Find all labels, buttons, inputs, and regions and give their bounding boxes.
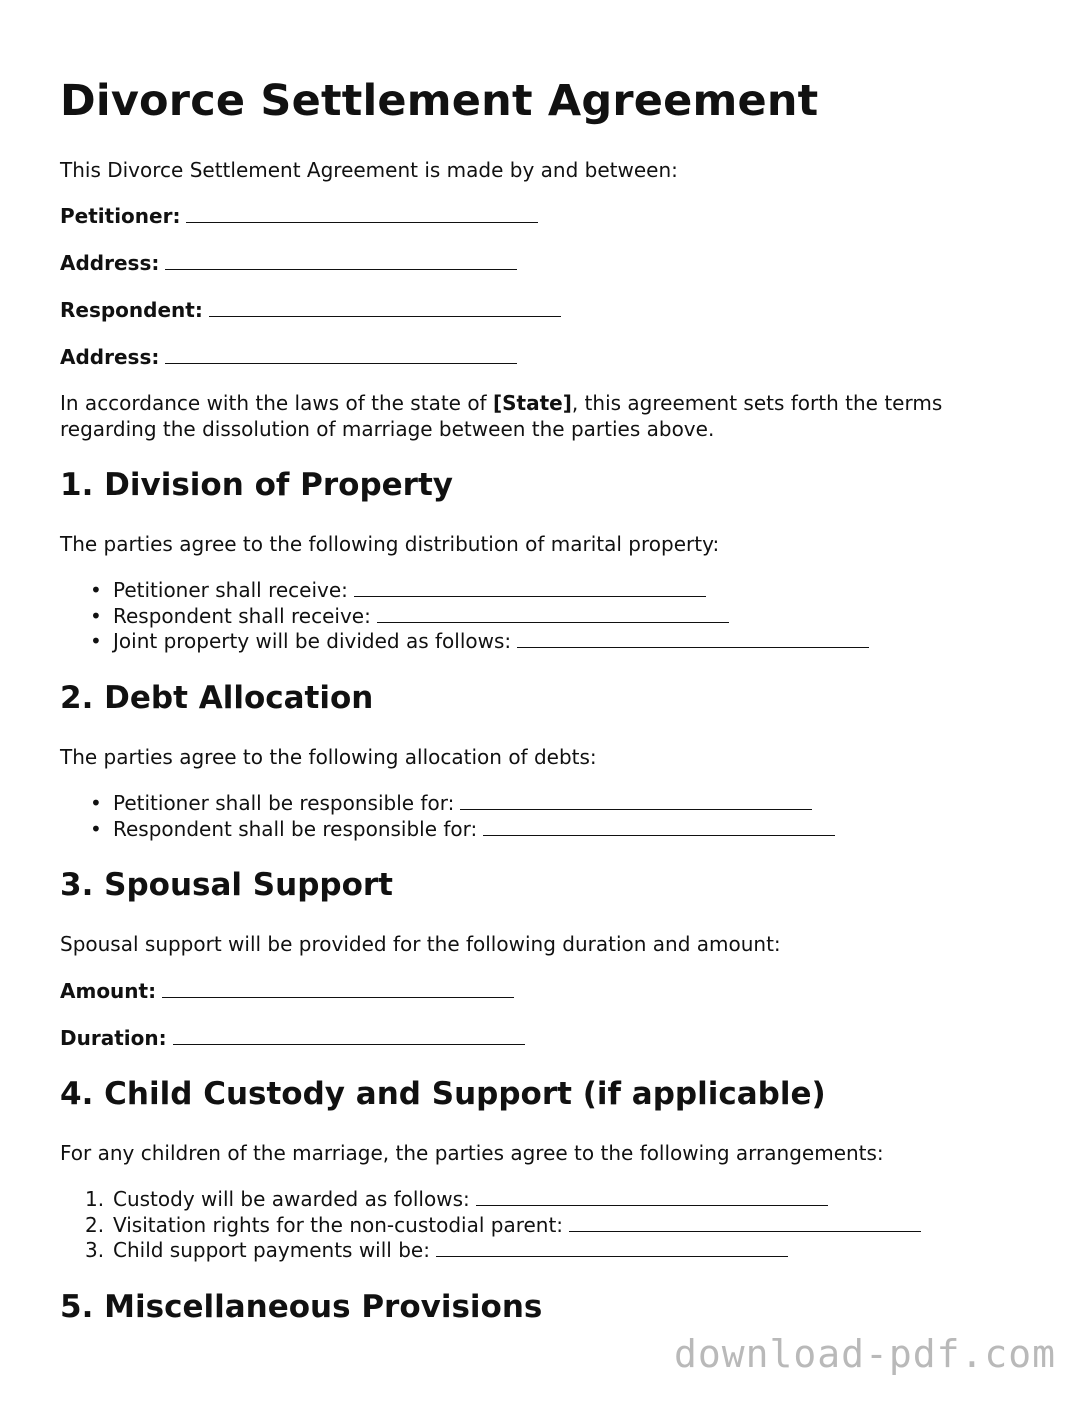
debt-list xyxy=(60,791,835,842)
list-item xyxy=(60,1187,921,1213)
list-item xyxy=(60,791,835,817)
property-intro: The parties agree to the following distribution of marital property: xyxy=(60,532,720,556)
list-item-text: Respondent shall receive: xyxy=(113,603,371,628)
state-placeholder: [State] xyxy=(492,391,572,415)
list-item-text: Custody will be awarded as follows: xyxy=(113,1187,470,1211)
list-number: 3. xyxy=(85,1238,105,1262)
spousal-intro: Spousal support will be provided for the following duration and amount: xyxy=(60,932,781,956)
list-item-text: Petitioner shall be responsible for: xyxy=(113,791,455,815)
bullet-icon: • xyxy=(90,816,102,841)
list-item-text: Joint property will be divided as follows: xyxy=(113,629,512,653)
bullet-icon: • xyxy=(90,791,102,815)
petitioner-address-label: Address: xyxy=(60,251,160,275)
respondent-address-field xyxy=(60,344,517,370)
list-number: 1. xyxy=(85,1187,105,1211)
debt-intro: The parties agree to the following allocation of debts: xyxy=(60,745,597,769)
intro-text: This Divorce Settlement Agreement is made by and between: xyxy=(60,158,678,182)
list-item-text: Respondent shall be responsible for: xyxy=(113,816,478,841)
property-respondent-blank[interactable] xyxy=(377,606,729,623)
document-title: Divorce Settlement Agreement xyxy=(60,76,819,126)
duration-field xyxy=(60,1025,525,1051)
bullet-icon: • xyxy=(90,629,102,653)
section-heading-debt: 2. Debt Allocation xyxy=(60,680,374,716)
watermark: download-pdf.com xyxy=(673,1332,1056,1376)
custody-list xyxy=(60,1187,921,1264)
bullet-icon: • xyxy=(90,578,102,602)
debt-respondent-blank[interactable] xyxy=(483,819,835,836)
petitioner-field xyxy=(60,203,538,229)
section-heading-custody: 4. Child Custody and Support (if applicable) xyxy=(60,1076,826,1112)
debt-petitioner-blank[interactable] xyxy=(460,793,812,810)
respondent-address-blank[interactable] xyxy=(165,347,517,364)
custody-intro: For any children of the marriage, the parties agree to the following arrangements: xyxy=(60,1141,884,1165)
section-heading-spousal: 3. Spousal Support xyxy=(60,867,393,903)
petitioner-address-field xyxy=(60,250,517,276)
petitioner-blank[interactable] xyxy=(186,206,538,223)
accordance-paragraph xyxy=(60,390,1020,442)
property-joint-blank[interactable] xyxy=(517,631,869,648)
amount-blank[interactable] xyxy=(162,981,514,998)
section-heading-misc: 5. Miscellaneous Provisions xyxy=(60,1289,543,1325)
section-heading-property: 1. Division of Property xyxy=(60,467,453,503)
amount-label: Amount: xyxy=(60,979,157,1003)
bullet-icon: • xyxy=(90,603,102,628)
respondent-blank[interactable] xyxy=(209,300,561,317)
visitation-blank[interactable] xyxy=(569,1215,921,1232)
property-list xyxy=(60,578,869,655)
respondent-field xyxy=(60,297,561,323)
list-item xyxy=(60,817,835,843)
list-item-text: Visitation rights for the non-custodial parent: xyxy=(113,1212,564,1237)
list-item xyxy=(60,578,869,604)
list-item xyxy=(60,1213,921,1239)
duration-blank[interactable] xyxy=(173,1028,525,1045)
respondent-address-label: Address: xyxy=(60,345,160,369)
petitioner-address-blank[interactable] xyxy=(165,253,517,270)
respondent-label: Respondent: xyxy=(60,298,203,322)
duration-label: Duration: xyxy=(60,1026,167,1050)
amount-field xyxy=(60,978,514,1004)
property-petitioner-blank[interactable] xyxy=(354,580,706,597)
list-item-text: Child support payments will be: xyxy=(113,1238,430,1262)
petitioner-label: Petitioner: xyxy=(60,204,181,228)
list-item xyxy=(60,629,869,655)
list-item xyxy=(60,1238,921,1264)
accordance-after: , this agreement sets forth the terms regarding the dissolution of marriage between the parties above. xyxy=(60,391,943,441)
list-item-text: Petitioner shall receive: xyxy=(113,578,348,602)
accordance-before: In accordance with the laws of the state of xyxy=(60,391,493,415)
child-support-blank[interactable] xyxy=(436,1240,788,1257)
list-item xyxy=(60,604,869,630)
custody-blank[interactable] xyxy=(476,1189,828,1206)
list-number: 2. xyxy=(85,1212,105,1237)
